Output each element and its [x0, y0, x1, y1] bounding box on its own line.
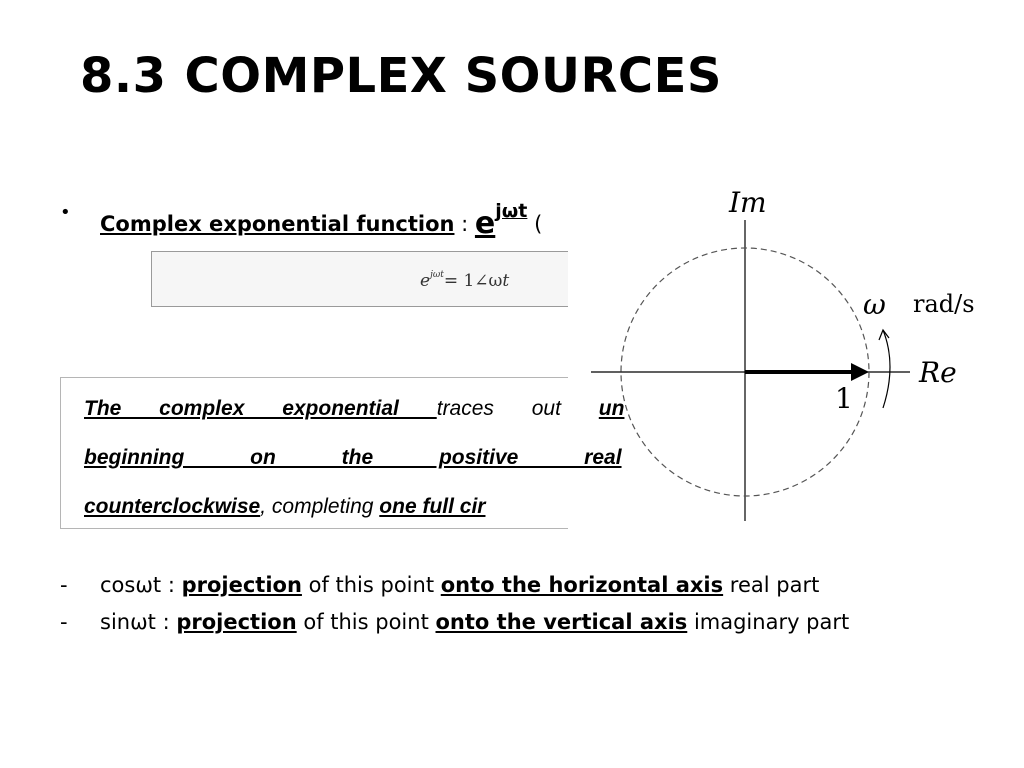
rotation-arrowhead [879, 330, 889, 340]
bullet-marker: • [60, 202, 71, 223]
omega-label: ω [863, 288, 886, 321]
axis-phrase: onto the horizontal axis [440, 573, 724, 597]
part-name: real part [723, 573, 820, 597]
one-label: 1 [835, 382, 853, 415]
definition-box [60, 377, 625, 529]
slide-title [80, 48, 722, 104]
part-name: imaginary part [687, 610, 850, 634]
bullet-text [100, 200, 542, 239]
bullet-term: Complex exponential function [100, 212, 455, 236]
section-title: COMPLEX SOURCES [184, 48, 722, 104]
rotation-arrow [883, 330, 890, 408]
definition-text: , completing [260, 495, 380, 518]
function-name: cosωt : [100, 573, 182, 597]
formula-t: t [502, 271, 510, 291]
polar-formula [420, 270, 509, 291]
projection-mid: of this point [301, 573, 441, 597]
unit-vector-arrowhead [851, 363, 869, 381]
definition-emphasis: one full cir [379, 495, 486, 518]
unit-circle-diagram [585, 180, 985, 530]
exp-superscript: jωt [495, 200, 528, 222]
re-label: Re [919, 356, 957, 389]
rad-per-s-label: rad/s [913, 290, 975, 318]
definition-term: The complex exponential [84, 397, 437, 420]
projection-text [100, 573, 819, 597]
section-number: 8.3 [80, 48, 167, 104]
formula-superscript: jωt [430, 270, 444, 280]
formula-rest: = 1∠ω [443, 271, 503, 291]
function-name: sinωt : [100, 610, 177, 634]
bullet-separator: : [461, 212, 469, 236]
exp-base: e [474, 206, 496, 241]
axis-phrase: onto the vertical axis [435, 610, 688, 634]
formula-box [151, 251, 568, 307]
projection-text [100, 610, 849, 634]
definition-emphasis: un [598, 397, 625, 420]
dash-marker: - [60, 573, 68, 597]
bullet-paren: ( [534, 212, 543, 236]
definition-emphasis: beginning on the positive real [84, 446, 622, 469]
dash-marker: - [60, 610, 68, 634]
projection-mid: of this point [296, 610, 436, 634]
definition-emphasis: counterclockwise [84, 495, 261, 518]
definition-text: traces out [436, 397, 599, 420]
formula-base: e [420, 271, 431, 291]
definition-line-2 [84, 446, 622, 470]
im-label: Im [729, 186, 767, 219]
projection-word: projection [176, 610, 297, 634]
definition-line-3 [84, 495, 485, 519]
projection-word: projection [181, 573, 302, 597]
definition-line-1 [84, 397, 624, 421]
